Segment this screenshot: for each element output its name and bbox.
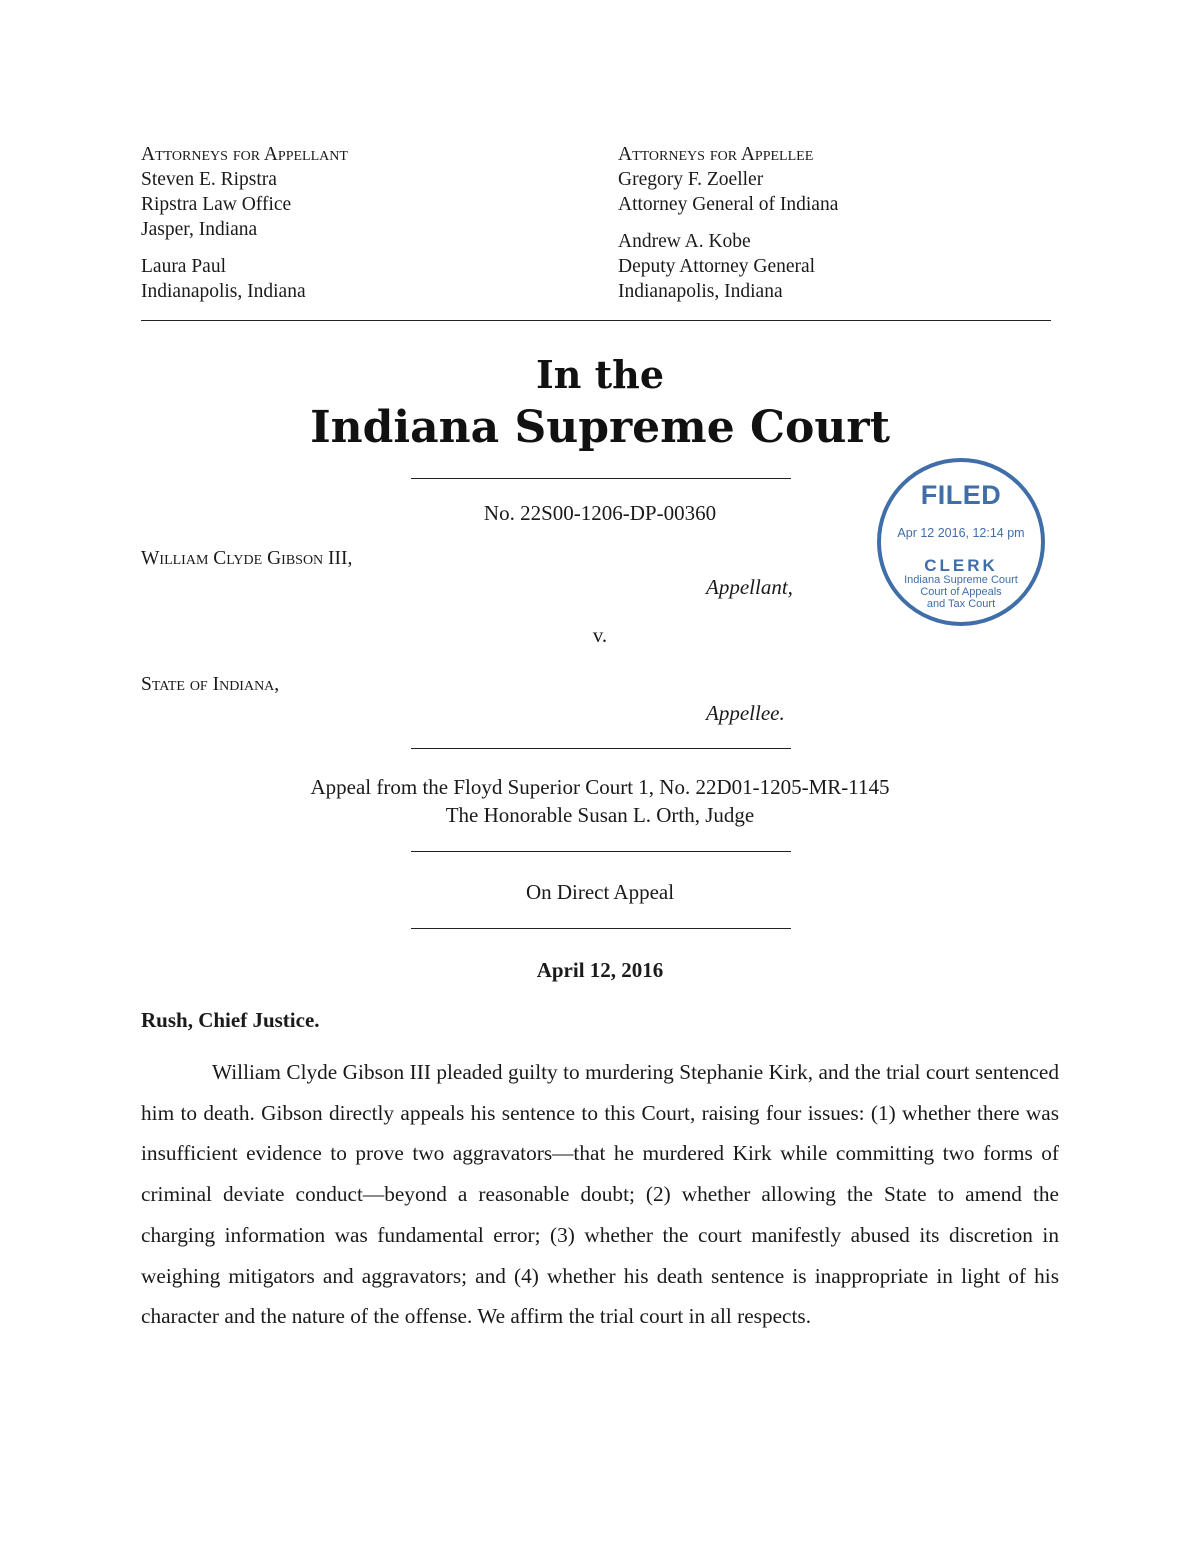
divider [411, 748, 791, 749]
direct-appeal: On Direct Appeal [525, 880, 675, 904]
stamp-court: and Tax Court [926, 598, 996, 610]
stamp-status: FILED [920, 480, 1002, 510]
attorney-line: Ripstra Law Office [141, 194, 292, 215]
stamp-clerk: CLERK [924, 556, 998, 575]
appellant-attorneys [141, 142, 348, 304]
divider [411, 478, 791, 479]
appellant-name: William Clyde Gibson III, [141, 548, 353, 569]
decision-date: April 12, 2016 [536, 958, 664, 982]
trial-judge: The Honorable Susan L. Orth, Judge [445, 803, 755, 827]
filed-stamp [877, 458, 1045, 626]
stamp-court: Indiana Supreme Court [904, 574, 1018, 586]
opinion-author: Rush, Chief Justice. [141, 1008, 320, 1032]
attorney-line: Andrew A. Kobe [618, 231, 751, 252]
attorney-line: Indianapolis, Indiana [141, 281, 306, 302]
opening-paragraph: William Clyde Gibson III pleaded guilty to murdering Stephanie Kirk, and the trial court sentenced him to death. Gibson directly appeals his sentence to this Court, raising four issues: (1) whether there was insufficient evidence to prove two aggravators—that he murdered Kirk while committing two forms of criminal deviate conduct—beyond a reasonable doubt; (2) whether allowing the State to amend the charging information was fundamental error; (3) whether the court manifestly abused its discretion in weighing mitigators and aggravators; and (4) whether his death sentence is inappropriate in light of his character and the nature of the offense. We affirm the trial court in all respects. [141, 1060, 1059, 1329]
court-title-line1: In the [536, 352, 664, 397]
attorney-line: Gregory F. Zoeller [618, 169, 764, 190]
court-title-line2: Indiana Supreme Court [310, 402, 890, 453]
header-divider [141, 320, 1051, 321]
stamp-court: Court of Appeals [920, 586, 1002, 598]
appeal-origin: Appeal from the Floyd Superior Court 1, No. 22D01-1205-MR-1145 [310, 775, 890, 799]
attorney-line: Deputy Attorney General [618, 256, 816, 277]
divider [411, 851, 791, 852]
versus: v. [592, 623, 608, 647]
attorney-line: Laura Paul [141, 256, 227, 277]
attorney-line: Indianapolis, Indiana [618, 281, 783, 302]
appellant-attorneys-heading: Attorneys for Appellant [141, 144, 348, 165]
appellee-role: Appellee. [706, 701, 785, 725]
appellee-attorneys-heading: Attorneys for Appellee [618, 144, 814, 165]
stamp-datetime: Apr 12 2016, 12:14 pm [897, 526, 1025, 540]
appellee-name: State of Indiana, [141, 674, 280, 695]
case-number: No. 22S00-1206-DP-00360 [483, 501, 717, 525]
appellee-attorneys [618, 142, 838, 304]
attorney-line: Jasper, Indiana [141, 219, 258, 240]
attorney-line: Attorney General of Indiana [618, 194, 839, 215]
attorney-line: Steven E. Ripstra [141, 169, 277, 190]
divider [411, 928, 791, 929]
appellant-role: Appellant, [706, 575, 793, 599]
